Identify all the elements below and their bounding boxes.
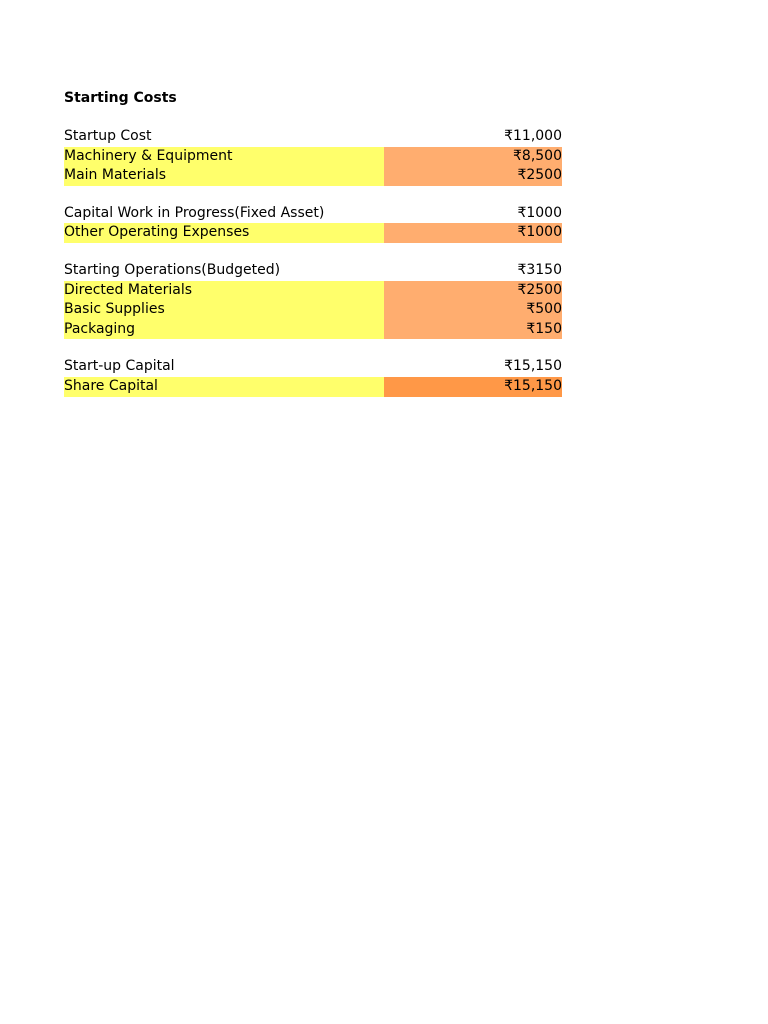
group-starting-operations <box>64 261 562 339</box>
line-item-value: ₹2500 <box>384 166 562 186</box>
group-capital-work-in-progress <box>64 204 562 243</box>
group-header-label: Startup Cost <box>64 128 152 144</box>
group-header-label: Start-up Capital <box>64 358 175 375</box>
line-item-value: ₹150 <box>384 320 562 340</box>
group-header-label: Capital Work in Progress(Fixed Asset) <box>64 204 325 221</box>
line-item-label: Share Capital <box>64 377 384 397</box>
line-item-row <box>64 320 562 340</box>
group-header-row <box>64 357 562 377</box>
group-start-up-capital <box>64 357 562 396</box>
line-item-row <box>64 377 562 397</box>
line-item-row <box>64 223 562 243</box>
line-item-row <box>64 147 562 167</box>
line-item-value: ₹1000 <box>384 223 562 243</box>
group-header-value: ₹11,000 <box>504 128 562 144</box>
sheet-title: Starting Costs <box>64 90 177 106</box>
line-item-label: Directed Materials <box>64 281 384 301</box>
line-item-value: ₹500 <box>384 300 562 320</box>
line-item-label: Other Operating Expenses <box>64 223 384 243</box>
line-item-label: Basic Supplies <box>64 300 384 320</box>
line-item-row <box>64 166 562 186</box>
line-item-label: Machinery & Equipment <box>64 147 384 167</box>
group-header-row <box>64 127 562 147</box>
line-item-row <box>64 281 562 301</box>
group-header-value: ₹15,150 <box>504 358 562 375</box>
group-startup-cost <box>64 127 562 186</box>
line-item-value: ₹2500 <box>384 281 562 301</box>
line-item-label: Packaging <box>64 320 384 340</box>
line-item-label: Main Materials <box>64 166 384 186</box>
group-header-row <box>64 204 562 224</box>
group-header-label: Starting Operations(Budgeted) <box>64 261 281 278</box>
line-item-value: ₹8,500 <box>384 147 562 167</box>
starting-costs-sheet <box>64 88 562 415</box>
line-item-row <box>64 300 562 320</box>
group-header-value: ₹3150 <box>517 261 562 278</box>
group-header-row <box>64 261 562 281</box>
group-header-value: ₹1000 <box>517 204 562 221</box>
line-item-value: ₹15,150 <box>384 377 562 397</box>
